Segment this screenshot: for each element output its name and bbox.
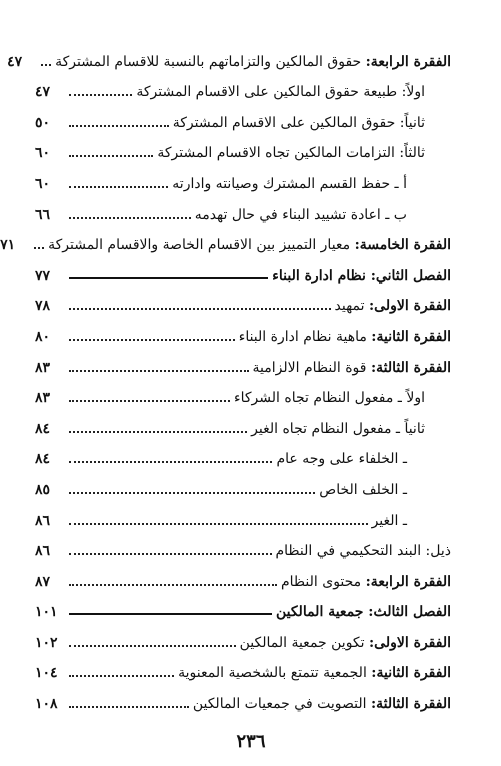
chapter-rule (69, 613, 272, 615)
toc-entry-text: حقوق المالكين والتزاماتهم بالنسبة للاقسام المشتركة (55, 53, 366, 70)
toc-page-number: ٨٣ (35, 359, 51, 376)
dot-leader (41, 64, 51, 66)
dot-leader (69, 645, 236, 647)
toc-page-number: ٦٦ (35, 206, 51, 223)
dot-leader (34, 247, 44, 249)
toc-page-number: ١٠١ (35, 604, 58, 621)
toc-entry (35, 99, 451, 130)
dot-leader (69, 553, 272, 555)
toc-entry-title (239, 330, 451, 344)
toc-entry-title (276, 452, 451, 466)
toc-entry (35, 680, 451, 711)
toc-entry-text: معيار التمييز بين الاقسام الخاصة والاقسام المشتركة (48, 237, 355, 254)
toc-page-number: ٨٣ (35, 390, 51, 407)
toc-page-number: ٨٦ (35, 512, 51, 529)
toc-entry-text: ثانياً ـ مفعول النظام تجاه الغير (251, 420, 425, 437)
toc-entry (35, 528, 451, 559)
toc-entry-title (173, 116, 451, 130)
toc-entry-text: ذيل: البند التحكيمي في النظام (275, 543, 451, 560)
toc-page-number: ٨٠ (35, 328, 51, 345)
toc-chapter-entry (35, 252, 451, 283)
toc-entry-prefix: الفقرة الرابعة: (365, 573, 451, 590)
toc-entry-title (253, 361, 451, 375)
toc-page-number: ٦٠ (35, 175, 51, 192)
toc-entry-title (157, 146, 451, 160)
dot-leader (69, 400, 230, 402)
toc-entry-title (272, 269, 451, 283)
toc-entry-text: ب ـ اعادة تشييد البناء في حال تهدمه (194, 206, 407, 223)
toc-entry-text: تمهيد (334, 298, 369, 315)
dot-leader (69, 125, 169, 127)
dot-leader (69, 308, 331, 310)
toc-page-number: ٧١ (0, 237, 16, 254)
toc-page-number: ٧٧ (35, 267, 51, 284)
book-page (1, 0, 501, 766)
dot-leader (69, 155, 153, 157)
toc-entry-prefix: الفقرة الثانية: (371, 328, 451, 345)
dot-leader (69, 492, 315, 494)
toc-entry-title (240, 636, 451, 650)
toc-page-number: ١٠٨ (35, 696, 58, 713)
toc-entry-title (178, 666, 451, 680)
toc-entry-text: ثانياً: حقوق المالكين على الاقسام المشتركة (172, 114, 425, 131)
toc-entry (35, 497, 451, 528)
toc-entry-title (48, 238, 451, 252)
toc-entry-prefix: الفقرة الثانية: (371, 665, 451, 682)
toc-entry-title (276, 605, 451, 619)
toc-entry-prefix: الفقرة الاولى: (369, 634, 451, 651)
toc-entry-title (195, 208, 451, 222)
toc-entry-title (335, 299, 451, 313)
toc-entry-title (136, 85, 451, 99)
toc-entry (35, 405, 451, 436)
toc-entry-title (55, 55, 451, 69)
dot-leader (69, 584, 277, 586)
toc-entry-prefix: الفقرة الثالثة: (370, 359, 451, 376)
dot-leader (69, 186, 168, 188)
toc-entry-prefix: الفقرة الثالثة: (370, 696, 451, 713)
dot-leader (69, 675, 174, 677)
toc-page-number: ٨٤ (35, 420, 51, 437)
dot-leader (69, 339, 235, 341)
toc-entry (35, 130, 451, 161)
dot-leader (69, 431, 247, 433)
toc-entry-text: تكوين جمعية المالكين (239, 634, 369, 651)
toc-entry-text: ثالثاً: التزامات المالكين تجاه الاقسام المشتركة (157, 145, 425, 162)
toc-entry (35, 650, 451, 681)
toc-entry-text: ـ الخلف الخاص (319, 481, 407, 498)
dot-leader (69, 217, 191, 219)
toc-entry-text: أ ـ حفظ القسم المشترك وصيانته وادارته (172, 175, 407, 192)
toc-entry-title (172, 177, 451, 191)
toc-page-number: ٤٧ (7, 53, 23, 70)
toc-entry-prefix: الفقرة الاولى: (369, 298, 451, 315)
toc-entry (35, 466, 451, 497)
toc-entry (0, 222, 451, 254)
toc-page-number: ٤٧ (35, 84, 51, 101)
toc-entry (35, 283, 451, 314)
toc-page-number: ٨٦ (35, 543, 51, 560)
toc-page-number: ٨٤ (35, 451, 51, 468)
dot-leader (69, 706, 189, 708)
toc-entry (7, 38, 451, 70)
toc-chapter-entry (35, 589, 451, 620)
toc-page-number: ٧٨ (35, 298, 51, 315)
toc-entry-title (276, 544, 452, 558)
toc-entry-text: الفصل الثاني: نظام ادارة البناء (272, 267, 451, 284)
toc-entry-text: اولاً: طبيعة حقوق المالكين على الاقسام المشتركة (136, 84, 425, 101)
toc-entry (35, 313, 451, 344)
toc-page-number: ١٠٤ (35, 665, 58, 682)
toc-page-number: ٨٥ (35, 481, 51, 498)
toc-entry-prefix: الفقرة الرابعة: (365, 53, 451, 70)
toc-entry-title (372, 514, 451, 528)
toc-entry-text: الجمعية تتمتع بالشخصية المعنوية (178, 665, 372, 682)
dot-leader (69, 94, 132, 96)
toc-entry (35, 344, 451, 375)
toc-page-number: ٨٧ (35, 573, 51, 590)
toc-entry-text: الفصل الثالث: جمعية المالكين (275, 604, 451, 621)
toc-entry (35, 619, 451, 650)
toc-entry (35, 69, 451, 100)
toc-entry-title (251, 422, 451, 436)
toc-entry-text: محتوى النظام (280, 573, 366, 590)
toc-entry (35, 436, 451, 467)
toc-entry-title (193, 697, 451, 711)
toc-entry (35, 191, 451, 222)
toc-page-number: ٥٠ (35, 114, 51, 131)
page-number: ٢٣٦ (236, 731, 266, 752)
toc-entry-text: التصويت في جمعيات المالكين (192, 696, 371, 713)
table-of-contents (0, 38, 451, 713)
toc-entry (35, 558, 451, 589)
dot-leader (69, 461, 272, 463)
toc-entry-text: قوة النظام الالزامية (252, 359, 371, 376)
toc-entry-text: ماهية نظام ادارة البناء (238, 328, 372, 345)
toc-entry-text: ـ الخلفاء على وجه عام (276, 451, 407, 468)
dot-leader (69, 523, 368, 525)
toc-entry (35, 375, 451, 406)
toc-entry-text: اولاً ـ مفعول النظام تجاه الشركاء (234, 390, 425, 407)
toc-entry-title (319, 483, 451, 497)
toc-entry-prefix: الفقرة الخامسة: (354, 237, 451, 254)
toc-entry-text: ـ الغير (371, 512, 407, 529)
toc-entry-title (234, 391, 451, 405)
toc-page-number: ٦٠ (35, 145, 51, 162)
dot-leader (69, 370, 249, 372)
toc-page-number: ١٠٢ (35, 634, 58, 651)
toc-entry (35, 160, 451, 191)
chapter-rule (69, 277, 268, 279)
toc-entry-title (281, 575, 451, 589)
